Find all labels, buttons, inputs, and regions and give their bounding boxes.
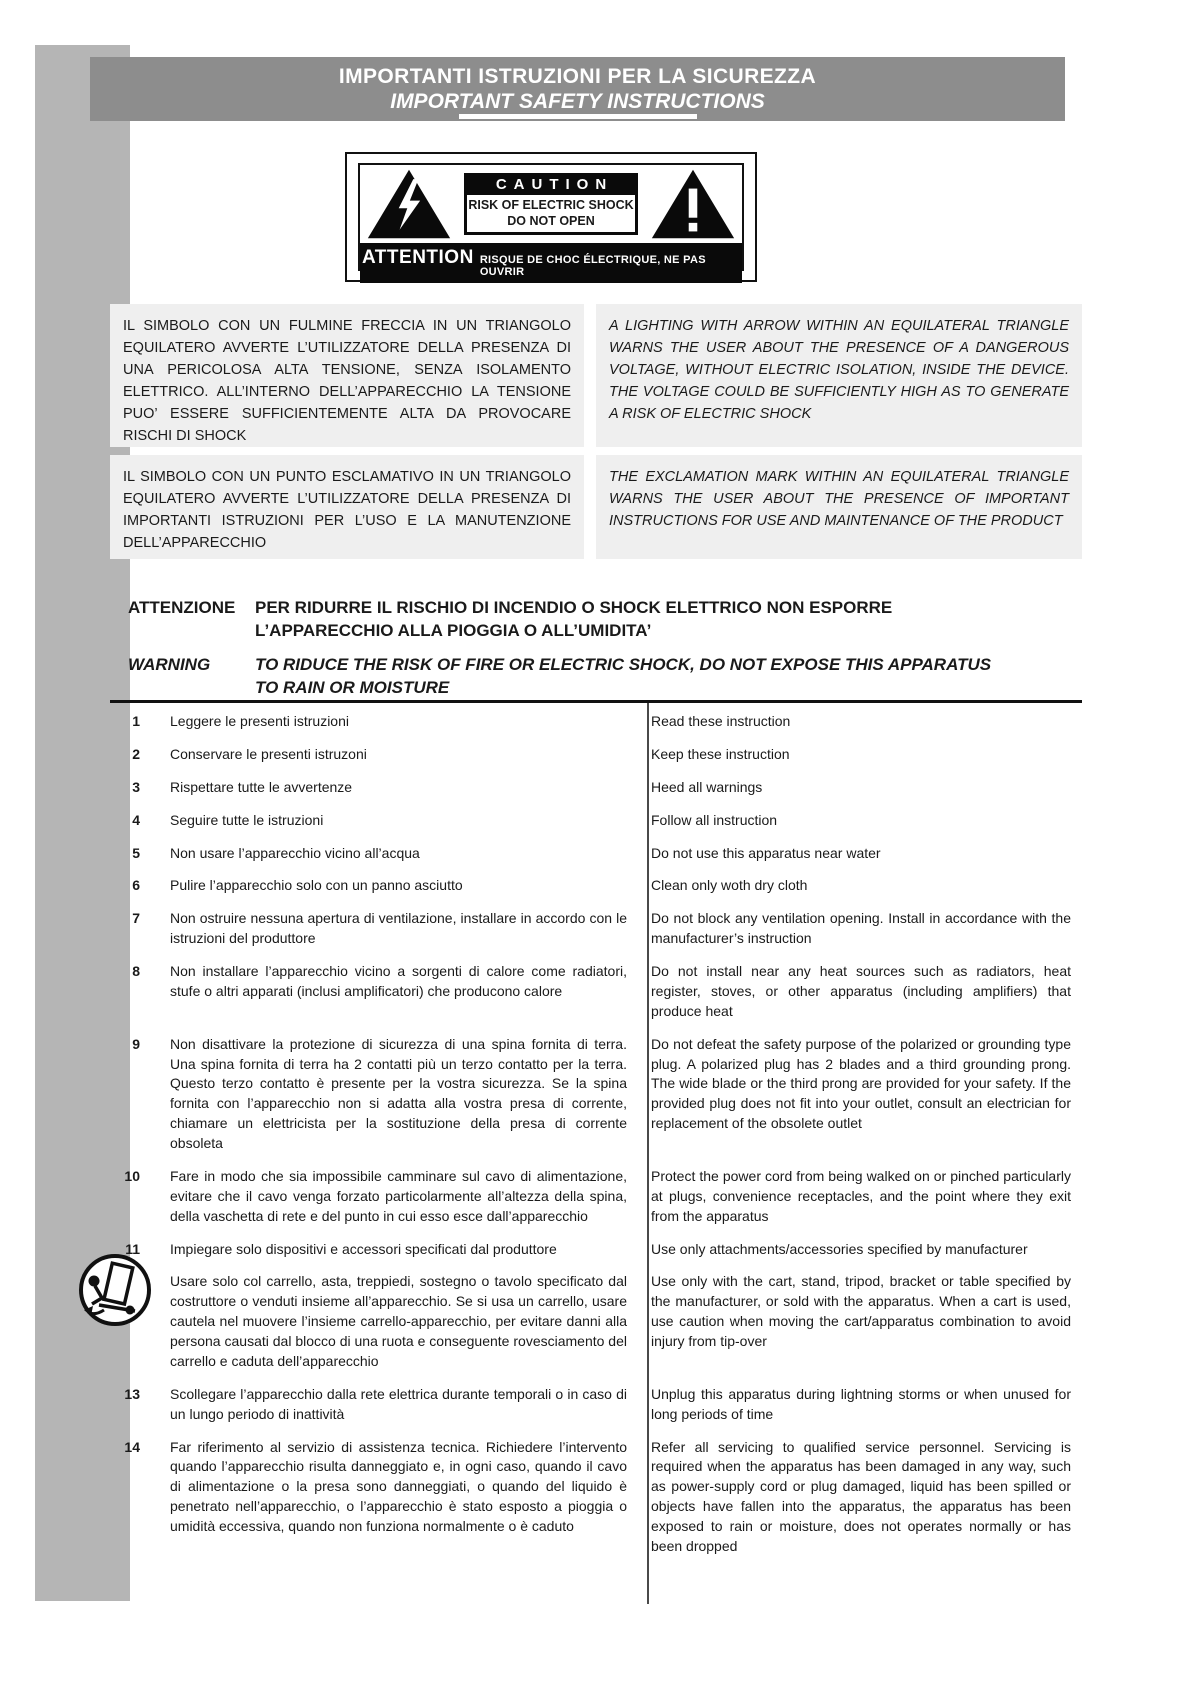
instruction-english: Follow all instruction — [651, 811, 778, 828]
instruction-number: 14 — [124, 1438, 140, 1455]
warning-text-english: TO RIDUCE THE RISK OF FIRE OR ELECTRIC SHOCK, DO NOT EXPOSE THIS APPARATUS TO RAIN OR MOISTURE — [255, 654, 992, 697]
instruction-english: Clean only woth dry cloth — [651, 877, 808, 894]
instruction-english: Refer all servicing to qualified service personnel. Servicing is required when the apparatus has been damaged in any way, such as power-supply cord or plug damaged, liquid has been spilled or objects have fallen into the apparatus, the apparatus has been exposed to rain or moisture, does not operates normally or has been dropped — [651, 1438, 1071, 1554]
instruction-english: Read these instruction — [651, 713, 791, 729]
instruction-row-1 — [110, 712, 1085, 732]
instruction-number: 6 — [132, 877, 140, 894]
page-title-italian: IMPORTANTI ISTRUZIONI PER LA SICUREZZA — [338, 65, 817, 88]
instruction-english: Keep these instruction — [651, 745, 790, 762]
instruction-row-12 — [110, 1272, 1085, 1371]
exclamation-triangle-icon — [650, 168, 736, 240]
instructions-list — [110, 712, 1085, 1570]
page-header — [90, 57, 1065, 121]
instruction-italian: Non disattivare la protezione di sicurezza di una spina fornita di terra. Una spina fornita di terra ha 2 contatti più un terzo contatto per la terra. Questo terzo contatto è presente per la vostra sicurezza. Se la spina fornita con l’apparecchio non si adatta alla vostra presa di corrente, chiamare un elettricista per la sostituzione della presa di corrente obsoleta — [170, 1035, 627, 1151]
caution-word: CAUTION — [464, 173, 638, 195]
caution-label — [345, 152, 757, 282]
instruction-italian: Seguire tutte le istruzioni — [170, 811, 324, 828]
instruction-italian: Fare in modo che sia impossibile camminare sul cavo di alimentazione, evitare che il cavo venga forzato particolarmente all’altezza della spina, della vaschetta di rete e del punto in cui esso esce dall’apparecchio — [170, 1167, 627, 1224]
instruction-italian: Far riferimento al servizio di assistenza tecnica. Richiedere l’intervento quando l’apparecchio risulta danneggiato e, in ogni caso, quando il cavo di alimentazione o la presa sono danneggiati, o quando del liquido è penetrato nell’apparecchio, o l’apparecchio è stato esposto a pioggia o umidità eccessiva, quando non funziona normalmente o è caduto — [170, 1438, 627, 1534]
instruction-number: 1 — [132, 713, 140, 729]
instruction-english: Protect the power cord from being walked on or pinched particularly at plugs, convenience receptacles, and the point where they exit from the apparatus — [651, 1167, 1071, 1224]
caution-label-inner — [358, 163, 744, 278]
risk-of-shock-text — [464, 195, 638, 235]
instruction-english: Do not defeat the safety purpose of the polarized or grounding type plug. A polarized plug has 2 blades and a third grounding prong. The wide blade or the third prong are provided for your safety. If the provided plug does not fit into your outlet, consult an electrician for replacement of the obsolete outlet — [651, 1035, 1071, 1132]
instruction-english: Unplug this apparatus during lightning storms or when unused for long periods of time — [651, 1385, 1071, 1422]
instruction-row-6 — [110, 876, 1085, 896]
attention-word: ATTENTION — [362, 247, 474, 268]
instruction-italian: Non installare l’apparecchio vicino a sorgenti di calore come radiatori, stufe o altri apparati (inclusi amplificatori) che producono calore — [170, 963, 627, 999]
instruction-row-13 — [110, 1385, 1085, 1425]
warning-label-english: WARNING — [128, 654, 211, 674]
warning-row-italian — [128, 597, 1083, 643]
instruction-number: 9 — [132, 1035, 140, 1052]
instruction-italian: Conservare le presenti istruzoni — [170, 745, 367, 762]
instruction-number: 13 — [124, 1385, 140, 1402]
instruction-row-7 — [110, 909, 1085, 949]
instruction-number: 11 — [125, 1240, 140, 1257]
header-underline — [459, 114, 697, 119]
exclamation-symbol-note-english: THE EXCLAMATION MARK WITHIN AN EQUILATERAL TRIANGLE WARNS THE USER ABOUT THE PRESENCE OF IMPORTANT INSTRUCTIONS FOR USE AND MAINTENANCE OF THE PRODUCT — [596, 455, 1082, 559]
warning-row-english — [128, 654, 1083, 700]
instruction-italian: Impiegare solo dispositivi e accessori specificati dal produttore — [170, 1240, 557, 1257]
warning-label-italian: ATTENZIONE — [128, 598, 236, 617]
instruction-english: Do not install near any heat sources such as radiators, heat register, stoves, or other apparatus (including amplifiers) that produce heat — [651, 963, 1071, 1019]
instruction-number: 4 — [132, 811, 140, 828]
instruction-number: 10 — [124, 1167, 140, 1184]
warning-section — [128, 597, 1083, 711]
instruction-row-2 — [110, 745, 1085, 765]
instruction-number: 2 — [132, 745, 140, 762]
instruction-row-9 — [110, 1035, 1085, 1154]
lightning-symbol-note-italian: IL SIMBOLO CON UN FULMINE FRECCIA IN UN TRIANGOLO EQUILATERO AVVERTE L’UTILIZZATORE DELLA PRESENZA DI UNA PERICOLOSA ALTA TENSIONE, SENZA ISOLAMENTO ELETTRICO. ALL’INTERNO DELL’APPARECCHIO LA TENSIONE PUO’ ESSERE SUFFICIENTEMENTE ALTA DA PROVOCARE RISCHI DI SHOCK — [110, 304, 584, 447]
instruction-italian: Leggere le presenti istruzioni — [170, 713, 349, 729]
instruction-italian: Non ostruire nessuna apertura di ventilazione, installare in accordo con le istruzioni del produttore — [170, 910, 627, 947]
lightning-symbol-note-english: A LIGHTING WITH ARROW WITHIN AN EQUILATERAL TRIANGLE WARNS THE USER ABOUT THE PRESENCE OF A DANGEROUS VOLTAGE, WITHOUT ELECTRIC ISOLATION, INSIDE THE DEVICE. THE VOLTAGE COULD BE SUFFICIENTLY HIGH AS TO GENERATE A RISK OF ELECTRIC SHOCK — [596, 304, 1082, 447]
instruction-number: 5 — [132, 844, 140, 861]
risk-line-2: DO NOT OPEN — [507, 213, 595, 228]
instruction-english: Do not use this apparatus near water — [651, 844, 881, 861]
instruction-row-14 — [110, 1438, 1085, 1557]
instruction-row-5 — [110, 844, 1085, 864]
lightning-triangle-icon — [366, 168, 452, 240]
attention-bar — [360, 243, 742, 283]
warning-text-italian: PER RIDURRE IL RISCHIO DI INCENDIO O SHOCK ELETTRICO NON ESPORRE L’APPARECCHIO ALLA PIOGGIA O ALL’UMIDITA’ — [255, 598, 893, 640]
exclamation-symbol-note-italian: IL SIMBOLO CON UN PUNTO ESCLAMATIVO IN UN TRIANGOLO EQUILATERO AVVERTE L’UTILIZZATORE DELLA PRESENZA DI IMPORTANTI ISTRUZIONI PER L’USO E LA MANUTENZIONE DELL’APPARECCHIO — [110, 455, 584, 559]
instruction-number: 3 — [132, 778, 140, 795]
instruction-number: 7 — [132, 910, 140, 927]
instruction-number: 8 — [132, 963, 140, 979]
instruction-english: Do not block any ventilation opening. Install in accordance with the manufacturer’s instruction — [651, 910, 1071, 947]
instruction-row-10 — [110, 1167, 1085, 1227]
attention-french-text: RISQUE DE CHOC ÉLECTRIQUE, NE PAS OUVRIR — [479, 254, 706, 278]
caution-label-top — [360, 165, 742, 243]
instruction-italian: Non usare l’apparecchio vicino all’acqua — [170, 844, 420, 861]
instruction-english: Use only with the cart, stand, tripod, bracket or table specified by the manufacturer, or sold with the apparatus. When a cart is used, use caution when moving the cart/apparatus combination to avoid injury from tip-over — [651, 1273, 1071, 1349]
instruction-row-3 — [110, 778, 1085, 798]
instruction-italian: Scollegare l’apparecchio dalla rete elettrica durante temporali o in caso di un lungo periodo di inattività — [170, 1385, 627, 1422]
caution-center-block — [464, 173, 638, 235]
instruction-row-8 — [110, 962, 1085, 1022]
page-title-english: IMPORTANT SAFETY INSTRUCTIONS — [390, 90, 765, 114]
instruction-italian: Usare solo col carrello, asta, treppiedi, sostegno o tavolo specificato dal costruttore o venduti insieme all’apparecchio. Se si usa un carrello, usare cautela nel muovere l’insieme carrello-apparecchio, per evitare danni alla persona causati dal blocco di una ruota e conseguente rovesciamento del carrello e caduta dell’apparecchio — [170, 1273, 627, 1369]
instruction-italian: Rispettare tutte le avvertenze — [170, 778, 353, 795]
instruction-english: Heed all warnings — [651, 778, 763, 795]
section-divider-line — [110, 700, 1082, 703]
risk-line-1: RISK OF ELECTRIC SHOCK — [468, 197, 634, 212]
instruction-italian: Pulire l’apparecchio solo con un panno asciutto — [170, 877, 463, 894]
instruction-english: Use only attachments/accessories specified by manufacturer — [651, 1240, 1028, 1257]
cart-tip-warning-icon — [77, 1252, 153, 1328]
instruction-row-11 — [110, 1240, 1085, 1260]
instruction-row-4 — [110, 811, 1085, 831]
